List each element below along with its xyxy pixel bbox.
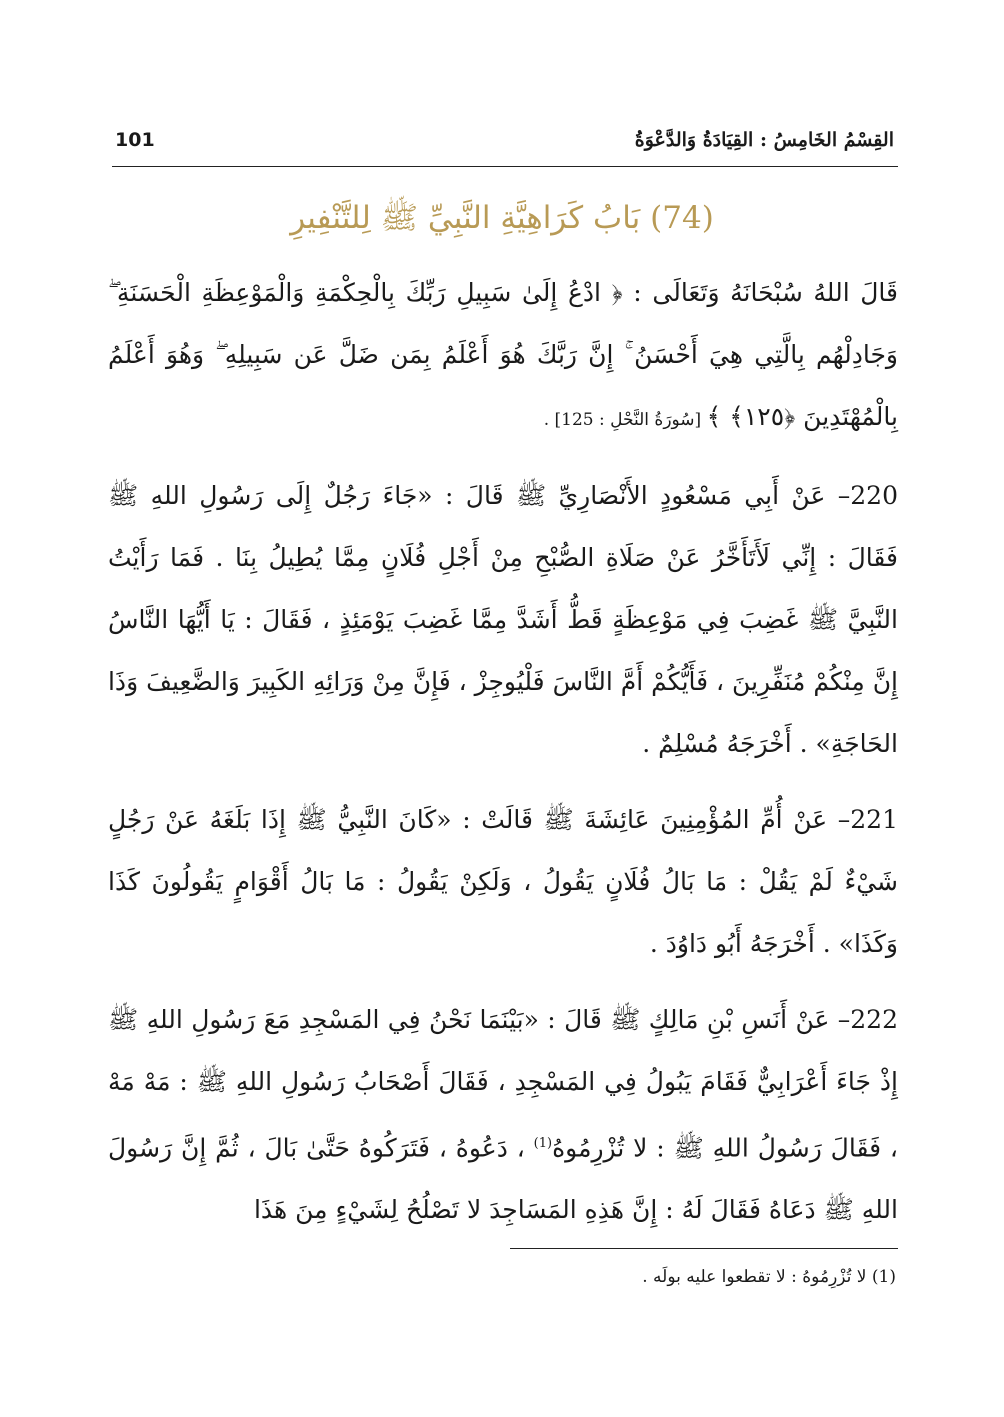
page-number: 101 (115, 129, 155, 151)
quran-verse-text: قَالَ اللهُ سُبْحَانَهُ وَتَعَالَى : ﴿ ادْعُ إِلَىٰ سَبِيلِ رَبِّكَ بِالْحِكْمَةِ وَالْمَوْعِظَةِ الْحَسَنَةِ ۖ وَجَادِلْهُم بِالَّتِي هِيَ أَحْسَنُ ۚ إِنَّ رَبَّكَ هُوَ أَعْلَمُ بِمَن ضَلَّ عَن سَبِيلِهِ ۖ وَهُوَ أَعْلَمُ بِالْمُهْتَدِينَ ﴿١٢٥﴾ ﴾ (108, 278, 898, 431)
hadith-222 (108, 989, 898, 1241)
hadith-222-text-end: ، دَعُوهُ ، فَتَرَكُوهُ حَتَّىٰ بَالَ ، ثُمَّ إِنَّ رَسُولَ اللهِ ﷺ دَعَاهُ فَقَالَ لَهُ : إِنَّ هَذِهِ المَسَاجِدَ لا تَصْلُحُ لِشَيْءٍ مِنَ هَذَا (108, 1133, 898, 1225)
footnote-divider (510, 1248, 898, 1249)
chapter-title: (74) بَابُ كَرَاهِيَّةِ النَّبِيِّ ﷺ لِلتَّنْفِيرِ (290, 200, 714, 236)
surah-citation: [سُورَةُ النَّحْلِ : 125] . (543, 410, 707, 430)
footnote: (1) لا تُزْرِمُوهُ : لا تقطعوا عليه بولَه . (642, 1267, 896, 1287)
header-divider (112, 166, 898, 167)
hadith-220: 220– عَنْ أَبِي مَسْعُودٍ الأَنْصَارِيِّ ﷺ قَالَ : «جَاءَ رَجُلٌ إِلَى رَسُولِ اللهِ ﷺ فَقَالَ : إِنِّي لَأَتَأَخَّرُ عَنْ صَلَاةِ الصُّبْحِ مِنْ أَجْلِ فُلَانٍ مِمَّا يُطِيلُ بِنَا . فَمَا رَأَيْتُ النَّبِيَّ ﷺ غَضِبَ فِي مَوْعِظَةٍ قَطُّ أَشَدَّ مِمَّا غَضِبَ يَوْمَئِذٍ ، فَقَالَ : يَا أَيُّهَا النَّاسُ إِنَّ مِنْكُمْ مُنَفِّرِينَ ، فَأَيُّكُمْ أَمَّ النَّاسَ فَلْيُوجِزْ ، فَإِنَّ مِنْ وَرَائِهِ الكَبِيرَ وَالضَّعِيفَ وَذَا الحَاجَةِ» . أَخْرَجَهُ مُسْلِمٌ . (107, 481, 898, 758)
running-title: القِسْمُ الخَامِسُ : القِيَادَةُ وَالدَّعْوَةُ (634, 129, 894, 151)
hadith-221: 221– عَنْ أُمِّ المُؤْمِنِينَ عَائِشَةَ ﷺ قَالَتْ : «كَانَ النَّبِيُّ ﷺ إِذَا بَلَغَهُ عَنْ رَجُلٍ شَيْءٌ لَمْ يَقُلْ : مَا بَالُ فُلَانٍ يَقُولُ ، وَلَكِنْ يَقُولُ : مَا بَالُ أَقْوَامٍ يَقُولُونَ كَذَا وَكَذَا» . أَخْرَجَهُ أَبُو دَاوُدَ . (108, 805, 898, 958)
quran-verse-paragraph (108, 262, 898, 451)
page-body (108, 262, 898, 1241)
hadith-222-text-start: 222– عَنْ أَنَسِ بْنِ مَالِكٍ ﷺ قَالَ : «بَيْنَمَا نَحْنُ فِي المَسْجِدِ مَعَ رَسُولِ اللهِ ﷺ إِذْ جَاءَ أَعْرَابِيٌّ فَقَامَ يَبُولُ فِي المَسْجِدِ ، فَقَالَ أَصْحَابُ رَسُولِ اللهِ ﷺ : مَهْ مَهْ ، فَقَالَ رَسُولُ اللهِ ﷺ : لا تُزْرِمُوهُ (108, 1005, 898, 1163)
footnote-marker: (1) (533, 1136, 553, 1151)
page-header (115, 118, 894, 162)
